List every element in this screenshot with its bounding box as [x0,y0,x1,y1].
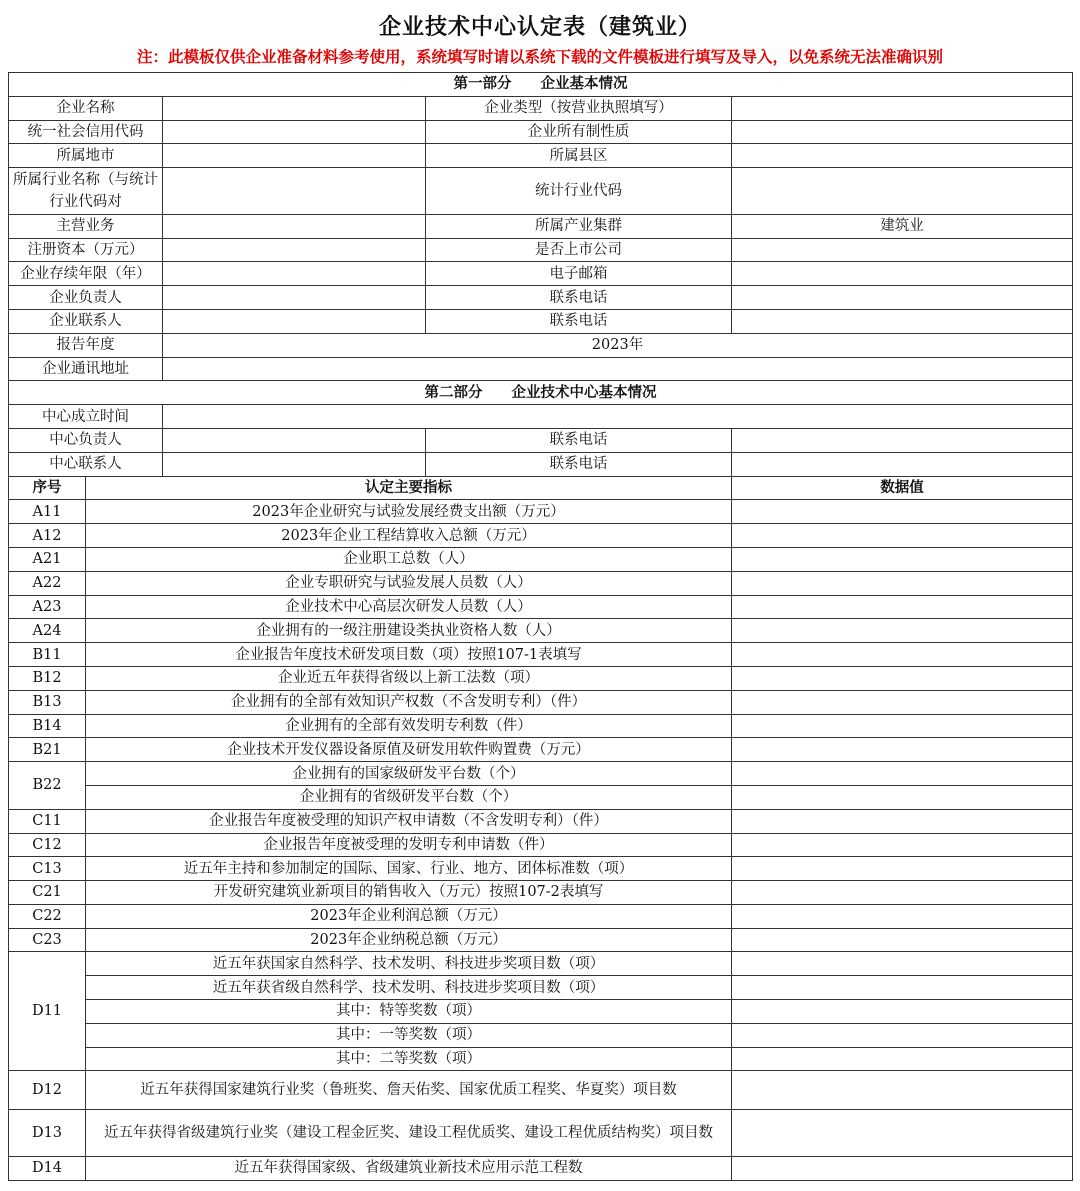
indicator-name: 企业报告年度被受理的知识产权申请数（不含发明专利）（件） [86,809,732,833]
industry-name-input[interactable] [163,168,426,215]
table-row [9,1071,1073,1110]
table-row [9,571,1073,595]
indicator-value-input[interactable] [732,500,1073,524]
indicator-code: A23 [9,595,86,619]
table-row [9,762,1073,786]
indicator-value-input[interactable] [732,904,1073,928]
indicator-value-input[interactable] [732,881,1073,905]
leader-label: 企业负责人 [9,286,163,310]
indicator-value-input[interactable] [732,1000,1073,1024]
table-row [9,643,1073,667]
indicator-value-input[interactable] [732,809,1073,833]
contact-phone-label: 联系电话 [426,309,732,333]
indicator-code: B13 [9,690,86,714]
col-value-header: 数据值 [732,476,1073,500]
report-year-label: 报告年度 [9,333,163,357]
center-contact-phone-label: 联系电话 [426,452,732,476]
indicator-value-input[interactable] [732,785,1073,809]
indicator-code: B12 [9,666,86,690]
table-row [9,595,1073,619]
indicators-header-row [9,476,1073,500]
table-row [9,619,1073,643]
report-year-value[interactable]: 2023年 [163,333,1073,357]
indicator-code: D14 [9,1157,86,1181]
indicator-name: 企业技术开发仪器设备原值及研发用软件购置费（万元） [86,738,732,762]
form-row [9,214,1073,238]
indicator-name: 企业拥有的全部有效发明专利数（件） [86,714,732,738]
indicator-name: 其中：一等奖数（项） [86,1023,732,1047]
leader-input[interactable] [163,286,426,310]
indicator-value-input[interactable] [732,547,1073,571]
indicator-code: C13 [9,857,86,881]
industry-code-input[interactable] [732,168,1073,215]
credit-code-label: 统一社会信用代码 [9,120,163,144]
credit-code-input[interactable] [163,120,426,144]
indicator-name: 企业拥有的一级注册建设类执业资格人数（人） [86,619,732,643]
center-leader-input[interactable] [163,428,426,452]
indicator-name: 近五年获得国家级、省级建筑业新技术应用示范工程数 [86,1157,732,1181]
main-business-label: 主营业务 [9,214,163,238]
county-input[interactable] [732,144,1073,168]
template-notice: 注：此模板仅供企业准备材料参考使用，系统填写时请以系统下载的文件模板进行填写及导入，以免系统无法准确识别 [136,47,943,66]
city-label: 所属地市 [9,144,163,168]
indicator-code: D12 [9,1071,86,1110]
indicator-name: 企业拥有的省级研发平台数（个） [86,785,732,809]
indicator-code: B14 [9,714,86,738]
indicator-code: A21 [9,547,86,571]
table-row [9,952,1073,976]
leader-phone-label: 联系电话 [426,286,732,310]
center-leader-label: 中心负责人 [9,428,163,452]
cluster-label: 所属产业集群 [426,214,732,238]
indicator-name: 企业拥有的国家级研发平台数（个） [86,762,732,786]
indicator-code: A11 [9,500,86,524]
table-row [9,666,1073,690]
center-leader-phone-label: 联系电话 [426,428,732,452]
indicator-name: 企业近五年获得省级以上新工法数（项） [86,666,732,690]
form-row [9,168,1073,215]
table-row [9,1000,1073,1024]
indicator-value-input[interactable] [732,833,1073,857]
table-row [9,524,1073,548]
indicator-value-input[interactable] [732,571,1073,595]
col-seq-header: 序号 [9,476,86,500]
form-row [9,452,1073,476]
form-title: 企业技术中心认定表（建筑业） [378,14,701,40]
table-row [9,714,1073,738]
indicator-value-input[interactable] [732,714,1073,738]
indicator-value-input[interactable] [732,1047,1073,1071]
indicator-code: D11 [9,952,86,1071]
table-row [9,500,1073,524]
table-row [9,690,1073,714]
indicator-code: C22 [9,904,86,928]
part2-heading: 第二部分 企业技术中心基本情况 [9,381,1073,405]
form-row [9,357,1073,381]
form-row [9,144,1073,168]
indicator-code: A22 [9,571,86,595]
indicator-code: D13 [9,1110,86,1157]
indicator-value-input[interactable] [732,666,1073,690]
indicator-code: C21 [9,881,86,905]
address-input[interactable] [163,357,1073,381]
indicator-value-input[interactable] [732,928,1073,952]
main-business-input[interactable] [163,214,426,238]
indicator-value-input[interactable] [732,619,1073,643]
part1-heading-row [9,73,1073,97]
indicator-name: 企业报告年度技术研发项目数（项）按照107-1表填写 [86,643,732,667]
indicator-value-input[interactable] [732,762,1073,786]
part1-heading: 第一部分 企业基本情况 [9,73,1073,97]
part2-heading-row [9,381,1073,405]
county-label: 所属县区 [426,144,732,168]
listed-input[interactable] [732,238,1073,262]
indicator-code: B21 [9,738,86,762]
cluster-value[interactable]: 建筑业 [732,214,1073,238]
table-row [9,738,1073,762]
form-row [9,238,1073,262]
indicator-name: 2023年企业纳税总额（万元） [86,928,732,952]
indicator-name: 企业报告年度被受理的发明专利申请数（件） [86,833,732,857]
indicator-name: 其中：特等奖数（项） [86,1000,732,1024]
address-label: 企业通讯地址 [9,357,163,381]
table-row [9,976,1073,1000]
form-row [9,333,1073,357]
form-row [9,405,1073,429]
center-contact-input[interactable] [163,452,426,476]
company-name-label: 企业名称 [9,96,163,120]
indicator-code: A24 [9,619,86,643]
indicator-name: 近五年获省级自然科学、技术发明、科技进步奖项目数（项） [86,976,732,1000]
table-row [9,881,1073,905]
years-input[interactable] [163,262,426,286]
indicator-name: 近五年获得省级建筑行业奖（建设工程金匠奖、建设工程优质奖、建设工程优质结构奖）项目数 [86,1110,732,1157]
city-input[interactable] [163,144,426,168]
table-row [9,1110,1073,1157]
table-row [9,547,1073,571]
established-label: 中心成立时间 [9,405,163,429]
indicator-value-input[interactable] [732,1110,1073,1157]
table-row [9,1023,1073,1047]
indicator-value-input[interactable] [732,738,1073,762]
listed-label: 是否上市公司 [426,238,732,262]
form-row [9,309,1073,333]
indicator-value-input[interactable] [732,1071,1073,1110]
indicator-name: 2023年企业研究与试验发展经费支出额（万元） [86,500,732,524]
capital-input[interactable] [163,238,426,262]
form-row [9,428,1073,452]
established-input[interactable] [163,405,1073,429]
indicator-code: A12 [9,524,86,548]
company-name-input[interactable] [163,96,426,120]
contact-input[interactable] [163,309,426,333]
indicator-name: 企业拥有的全部有效知识产权数（不含发明专利）（件） [86,690,732,714]
indicator-code: B11 [9,643,86,667]
center-leader-phone-input[interactable] [732,428,1073,452]
table-row [9,1157,1073,1181]
industry-name-label: 所属行业名称（与统计行业代码对 [9,168,163,215]
table-row [9,785,1073,809]
years-label: 企业存续年限（年） [9,262,163,286]
col-name-header: 认定主要指标 [86,476,732,500]
form-row [9,96,1073,120]
indicator-name: 企业技术中心高层次研发人员数（人） [86,595,732,619]
indicator-name: 近五年主持和参加制定的国际、国家、行业、地方、团体标准数（项） [86,857,732,881]
indicator-name: 开发研究建筑业新项目的销售收入（万元）按照107-2表填写 [86,881,732,905]
email-input[interactable] [732,262,1073,286]
email-label: 电子邮箱 [426,262,732,286]
table-row [9,857,1073,881]
form-row [9,120,1073,144]
indicator-value-input[interactable] [732,952,1073,976]
table-row [9,1047,1073,1071]
table-row [9,928,1073,952]
indicator-name: 企业职工总数（人） [86,547,732,571]
indicator-name: 2023年企业工程结算收入总额（万元） [86,524,732,548]
indicator-name: 其中：二等奖数（项） [86,1047,732,1071]
contact-label: 企业联系人 [9,309,163,333]
company-type-label: 企业类型（按营业执照填写） [426,96,732,120]
indicator-value-input[interactable] [732,690,1073,714]
table-row [9,809,1073,833]
indicator-code: C12 [9,833,86,857]
indicator-value-input[interactable] [732,976,1073,1000]
center-contact-label: 中心联系人 [9,452,163,476]
indicator-name: 近五年获得国家建筑行业奖（鲁班奖、詹天佑奖、国家优质工程奖、华夏奖）项目数 [86,1071,732,1110]
contact-phone-input[interactable] [732,309,1073,333]
indicator-code: C23 [9,928,86,952]
ownership-label: 企业所有制性质 [426,120,732,144]
indicator-name: 企业专职研究与试验发展人员数（人） [86,571,732,595]
indicator-name: 近五年获国家自然科学、技术发明、科技进步奖项目数（项） [86,952,732,976]
capital-label: 注册资本（万元） [9,238,163,262]
indicator-value-input[interactable] [732,595,1073,619]
leader-phone-input[interactable] [732,286,1073,310]
indicator-value-input[interactable] [732,524,1073,548]
indicator-code: B22 [9,762,86,810]
indicator-value-input[interactable] [732,1157,1073,1181]
form-row [9,262,1073,286]
certification-form-table [8,72,1073,1181]
ownership-input[interactable] [732,120,1073,144]
indicator-value-input[interactable] [732,857,1073,881]
indicator-name: 2023年企业利润总额（万元） [86,904,732,928]
table-row [9,833,1073,857]
center-contact-phone-input[interactable] [732,452,1073,476]
company-type-input[interactable] [732,96,1073,120]
indicator-value-input[interactable] [732,643,1073,667]
table-row [9,904,1073,928]
indicator-code: C11 [9,809,86,833]
indicator-value-input[interactable] [732,1023,1073,1047]
industry-code-label: 统计行业代码 [426,168,732,215]
form-row [9,286,1073,310]
